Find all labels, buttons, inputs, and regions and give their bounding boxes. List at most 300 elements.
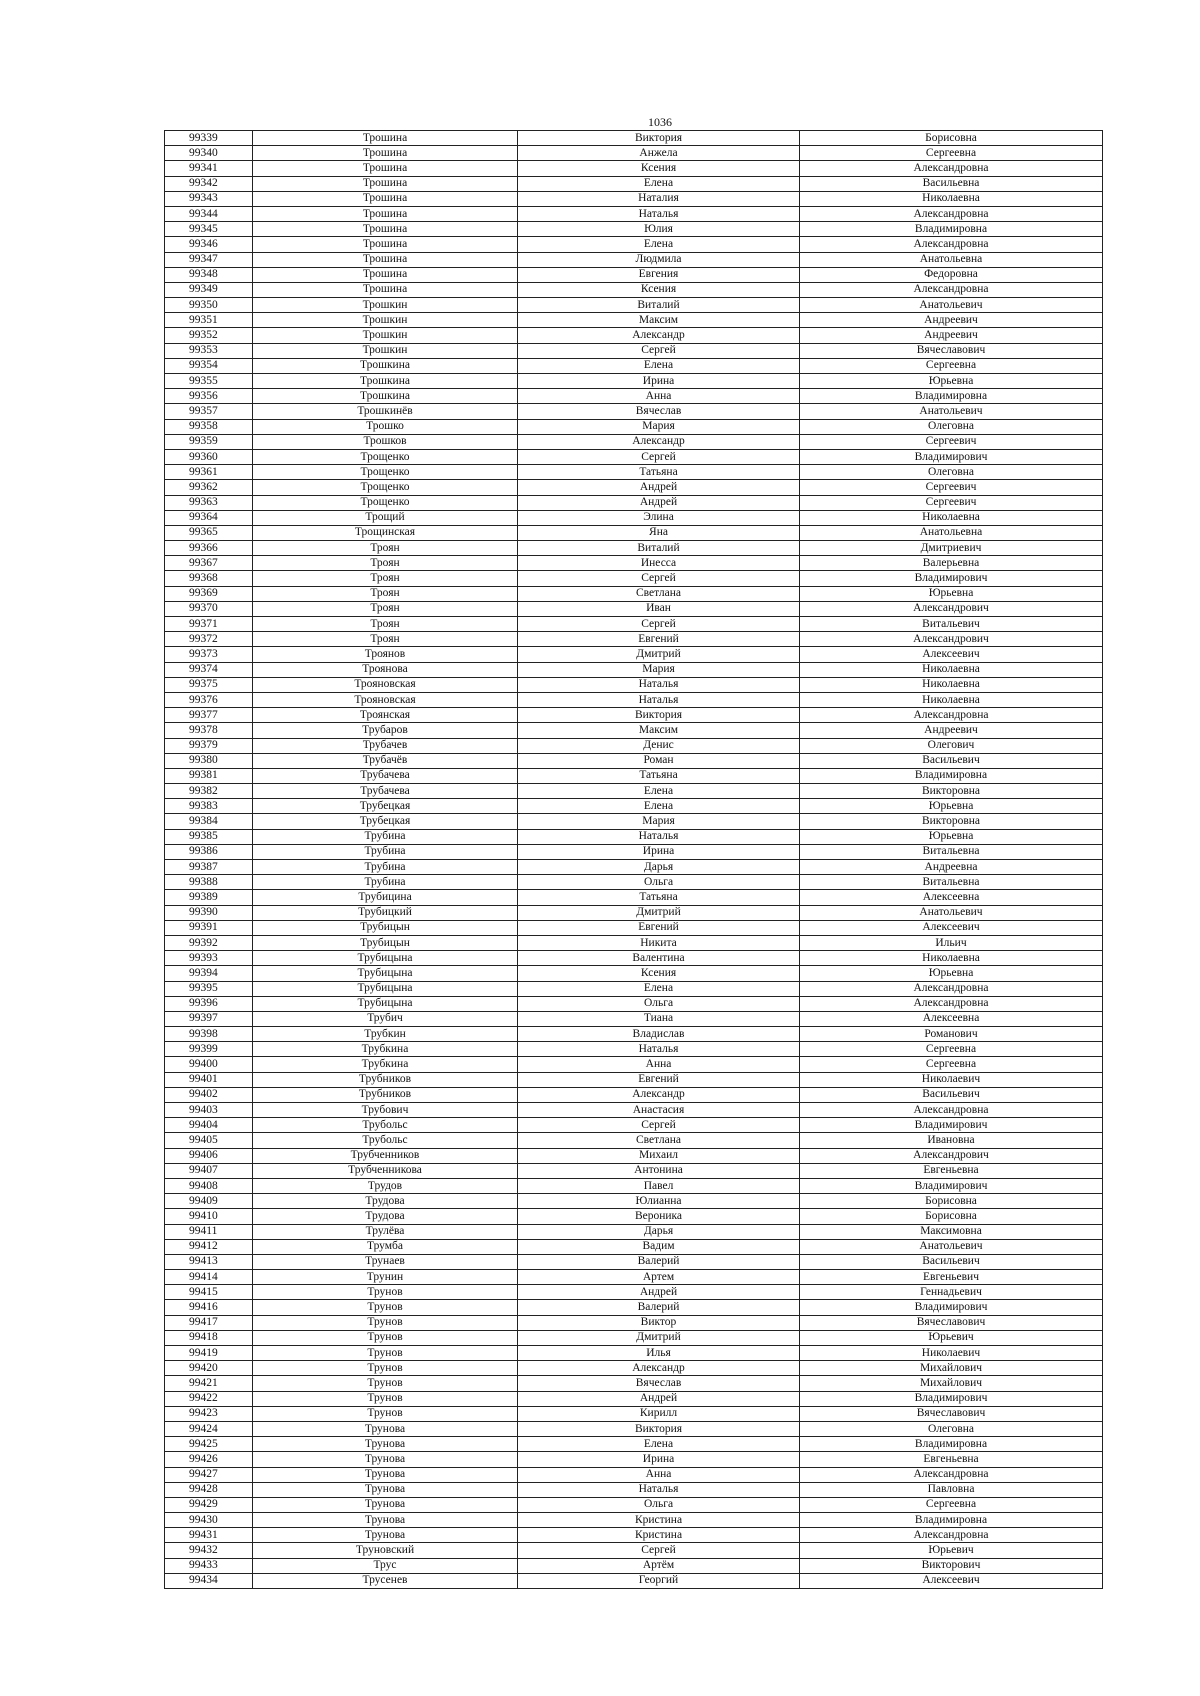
patronymic-cell: Алексеевна xyxy=(800,890,1103,905)
first-name-cell: Виталий xyxy=(518,541,800,556)
first-name-cell: Вячеслав xyxy=(518,404,800,419)
surname-cell: Трубченникова xyxy=(253,1163,518,1178)
patronymic-cell: Максимовна xyxy=(800,1224,1103,1239)
first-name-cell: Дмитрий xyxy=(518,647,800,662)
table-row xyxy=(165,662,1103,677)
patronymic-cell: Николаевна xyxy=(800,510,1103,525)
table-row xyxy=(165,966,1103,981)
record-number-cell: 99421 xyxy=(165,1376,253,1391)
record-number-cell: 99434 xyxy=(165,1573,253,1588)
record-number-cell: 99399 xyxy=(165,1042,253,1057)
table-row xyxy=(165,510,1103,525)
record-number-cell: 99428 xyxy=(165,1482,253,1497)
first-name-cell: Владислав xyxy=(518,1027,800,1042)
first-name-cell: Елена xyxy=(518,176,800,191)
first-name-cell: Виктория xyxy=(518,708,800,723)
table-row xyxy=(165,738,1103,753)
table-row xyxy=(165,419,1103,434)
patronymic-cell: Александровна xyxy=(800,1467,1103,1482)
surname-cell: Трулёва xyxy=(253,1224,518,1239)
surname-cell: Трошина xyxy=(253,282,518,297)
patronymic-cell: Николаевна xyxy=(800,692,1103,707)
first-name-cell: Татьяна xyxy=(518,768,800,783)
table-row xyxy=(165,981,1103,996)
patronymic-cell: Анатольевич xyxy=(800,1239,1103,1254)
record-number-cell: 99361 xyxy=(165,465,253,480)
first-name-cell: Вадим xyxy=(518,1239,800,1254)
record-number-cell: 99388 xyxy=(165,875,253,890)
surname-cell: Трощенко xyxy=(253,465,518,480)
table-row xyxy=(165,951,1103,966)
table-row xyxy=(165,1543,1103,1558)
table-row xyxy=(165,404,1103,419)
record-number-cell: 99423 xyxy=(165,1406,253,1421)
record-number-cell: 99346 xyxy=(165,237,253,252)
patronymic-cell: Романович xyxy=(800,1027,1103,1042)
table-row xyxy=(165,814,1103,829)
table-row xyxy=(165,525,1103,540)
patronymic-cell: Геннадьевич xyxy=(800,1285,1103,1300)
patronymic-cell: Вячеславович xyxy=(800,1406,1103,1421)
patronymic-cell: Викторовна xyxy=(800,814,1103,829)
patronymic-cell: Васильевич xyxy=(800,1087,1103,1102)
table-row xyxy=(165,586,1103,601)
surname-cell: Трубецкая xyxy=(253,814,518,829)
table-row xyxy=(165,1270,1103,1285)
first-name-cell: Дмитрий xyxy=(518,905,800,920)
patronymic-cell: Юрьевна xyxy=(800,799,1103,814)
table-row xyxy=(165,1482,1103,1497)
first-name-cell: Юлия xyxy=(518,222,800,237)
surname-cell: Трубицына xyxy=(253,966,518,981)
patronymic-cell: Борисовна xyxy=(800,131,1103,146)
table-row xyxy=(165,206,1103,221)
surname-cell: Троянская xyxy=(253,708,518,723)
table-row xyxy=(165,374,1103,389)
table-row xyxy=(165,556,1103,571)
table-row xyxy=(165,495,1103,510)
first-name-cell: Татьяна xyxy=(518,465,800,480)
record-number-cell: 99403 xyxy=(165,1103,253,1118)
patronymic-cell: Александрович xyxy=(800,601,1103,616)
patronymic-cell: Витальевна xyxy=(800,875,1103,890)
first-name-cell: Михаил xyxy=(518,1148,800,1163)
surname-cell: Трубина xyxy=(253,844,518,859)
surname-cell: Трубицына xyxy=(253,981,518,996)
patronymic-cell: Евгеньевич xyxy=(800,1270,1103,1285)
table-row xyxy=(165,131,1103,146)
surname-cell: Трошкина xyxy=(253,374,518,389)
patronymic-cell: Сергеевна xyxy=(800,146,1103,161)
record-number-cell: 99363 xyxy=(165,495,253,510)
table-row xyxy=(165,1011,1103,1026)
table-row xyxy=(165,343,1103,358)
table-row xyxy=(165,1057,1103,1072)
first-name-cell: Яна xyxy=(518,525,800,540)
surname-cell: Трошина xyxy=(253,237,518,252)
patronymic-cell: Николаевич xyxy=(800,1346,1103,1361)
surname-cell: Трояновская xyxy=(253,677,518,692)
first-name-cell: Наталья xyxy=(518,206,800,221)
record-number-cell: 99397 xyxy=(165,1011,253,1026)
table-row xyxy=(165,1452,1103,1467)
table-row xyxy=(165,935,1103,950)
surname-cell: Трубачёв xyxy=(253,753,518,768)
surname-cell: Трунин xyxy=(253,1270,518,1285)
table-row xyxy=(165,875,1103,890)
patronymic-cell: Александровна xyxy=(800,708,1103,723)
surname-cell: Трунов xyxy=(253,1376,518,1391)
first-name-cell: Валерий xyxy=(518,1300,800,1315)
name-register-table xyxy=(164,130,1103,1589)
first-name-cell: Елена xyxy=(518,358,800,373)
record-number-cell: 99427 xyxy=(165,1467,253,1482)
patronymic-cell: Юрьевна xyxy=(800,374,1103,389)
surname-cell: Трубаров xyxy=(253,723,518,738)
table-row xyxy=(165,252,1103,267)
patronymic-cell: Ивановна xyxy=(800,1133,1103,1148)
patronymic-cell: Алексеевич xyxy=(800,920,1103,935)
surname-cell: Трошина xyxy=(253,131,518,146)
record-number-cell: 99413 xyxy=(165,1254,253,1269)
table-row xyxy=(165,1239,1103,1254)
patronymic-cell: Евгеньевна xyxy=(800,1452,1103,1467)
first-name-cell: Сергей xyxy=(518,571,800,586)
record-number-cell: 99370 xyxy=(165,601,253,616)
first-name-cell: Илья xyxy=(518,1346,800,1361)
surname-cell: Трудов xyxy=(253,1178,518,1193)
surname-cell: Трубич xyxy=(253,1011,518,1026)
first-name-cell: Виктор xyxy=(518,1315,800,1330)
record-number-cell: 99349 xyxy=(165,282,253,297)
surname-cell: Трубченников xyxy=(253,1148,518,1163)
first-name-cell: Дарья xyxy=(518,1224,800,1239)
table-row xyxy=(165,1573,1103,1588)
surname-cell: Трунов xyxy=(253,1361,518,1376)
surname-cell: Трубольс xyxy=(253,1133,518,1148)
first-name-cell: Элина xyxy=(518,510,800,525)
first-name-cell: Елена xyxy=(518,237,800,252)
table-row xyxy=(165,1042,1103,1057)
table-row xyxy=(165,1285,1103,1300)
patronymic-cell: Васильевич xyxy=(800,753,1103,768)
table-row xyxy=(165,449,1103,464)
surname-cell: Троянова xyxy=(253,662,518,677)
record-number-cell: 99380 xyxy=(165,753,253,768)
first-name-cell: Елена xyxy=(518,784,800,799)
first-name-cell: Мария xyxy=(518,662,800,677)
surname-cell: Трубкина xyxy=(253,1042,518,1057)
table-row xyxy=(165,647,1103,662)
table-row xyxy=(165,1103,1103,1118)
table-row xyxy=(165,358,1103,373)
patronymic-cell: Анатольевна xyxy=(800,252,1103,267)
record-number-cell: 99429 xyxy=(165,1497,253,1512)
surname-cell: Трумба xyxy=(253,1239,518,1254)
table-row xyxy=(165,161,1103,176)
record-number-cell: 99341 xyxy=(165,161,253,176)
record-number-cell: 99381 xyxy=(165,768,253,783)
patronymic-cell: Дмитриевич xyxy=(800,541,1103,556)
table-row xyxy=(165,829,1103,844)
first-name-cell: Кирилл xyxy=(518,1406,800,1421)
record-number-cell: 99340 xyxy=(165,146,253,161)
table-row xyxy=(165,571,1103,586)
record-number-cell: 99396 xyxy=(165,996,253,1011)
record-number-cell: 99419 xyxy=(165,1346,253,1361)
record-number-cell: 99410 xyxy=(165,1209,253,1224)
record-number-cell: 99356 xyxy=(165,389,253,404)
table-row xyxy=(165,1391,1103,1406)
patronymic-cell: Ильич xyxy=(800,935,1103,950)
first-name-cell: Артем xyxy=(518,1270,800,1285)
record-number-cell: 99409 xyxy=(165,1194,253,1209)
patronymic-cell: Олеговна xyxy=(800,1421,1103,1436)
record-number-cell: 99357 xyxy=(165,404,253,419)
patronymic-cell: Александровна xyxy=(800,1528,1103,1543)
table-row xyxy=(165,723,1103,738)
patronymic-cell: Александровна xyxy=(800,161,1103,176)
surname-cell: Трошко xyxy=(253,419,518,434)
first-name-cell: Вероника xyxy=(518,1209,800,1224)
surname-cell: Трус xyxy=(253,1558,518,1573)
record-number-cell: 99404 xyxy=(165,1118,253,1133)
surname-cell: Трубкин xyxy=(253,1027,518,1042)
surname-cell: Трунов xyxy=(253,1285,518,1300)
table-row xyxy=(165,434,1103,449)
table-row xyxy=(165,146,1103,161)
record-number-cell: 99350 xyxy=(165,298,253,313)
patronymic-cell: Александровна xyxy=(800,237,1103,252)
first-name-cell: Артём xyxy=(518,1558,800,1573)
patronymic-cell: Владимирович xyxy=(800,571,1103,586)
table-row xyxy=(165,465,1103,480)
patronymic-cell: Андреевна xyxy=(800,860,1103,875)
patronymic-cell: Владимировна xyxy=(800,389,1103,404)
record-number-cell: 99407 xyxy=(165,1163,253,1178)
first-name-cell: Наталия xyxy=(518,191,800,206)
patronymic-cell: Владимировна xyxy=(800,1513,1103,1528)
patronymic-cell: Владимировна xyxy=(800,768,1103,783)
record-number-cell: 99422 xyxy=(165,1391,253,1406)
record-number-cell: 99385 xyxy=(165,829,253,844)
record-number-cell: 99414 xyxy=(165,1270,253,1285)
patronymic-cell: Михайлович xyxy=(800,1361,1103,1376)
surname-cell: Трунов xyxy=(253,1391,518,1406)
table-row xyxy=(165,920,1103,935)
patronymic-cell: Александровна xyxy=(800,282,1103,297)
first-name-cell: Александр xyxy=(518,328,800,343)
patronymic-cell: Александрович xyxy=(800,1148,1103,1163)
table-row xyxy=(165,768,1103,783)
table-row xyxy=(165,222,1103,237)
first-name-cell: Кристина xyxy=(518,1528,800,1543)
surname-cell: Трубников xyxy=(253,1087,518,1102)
patronymic-cell: Олегович xyxy=(800,738,1103,753)
record-number-cell: 99345 xyxy=(165,222,253,237)
table-row xyxy=(165,1315,1103,1330)
surname-cell: Трошина xyxy=(253,146,518,161)
surname-cell: Трунова xyxy=(253,1452,518,1467)
first-name-cell: Максим xyxy=(518,723,800,738)
record-number-cell: 99352 xyxy=(165,328,253,343)
record-number-cell: 99398 xyxy=(165,1027,253,1042)
table-row xyxy=(165,632,1103,647)
patronymic-cell: Викторовна xyxy=(800,784,1103,799)
first-name-cell: Анна xyxy=(518,389,800,404)
patronymic-cell: Васильевна xyxy=(800,176,1103,191)
first-name-cell: Ольга xyxy=(518,875,800,890)
surname-cell: Трошина xyxy=(253,176,518,191)
first-name-cell: Евгений xyxy=(518,632,800,647)
table-row xyxy=(165,541,1103,556)
patronymic-cell: Андреевич xyxy=(800,723,1103,738)
patronymic-cell: Александровна xyxy=(800,206,1103,221)
first-name-cell: Вячеслав xyxy=(518,1376,800,1391)
surname-cell: Трунова xyxy=(253,1467,518,1482)
record-number-cell: 99395 xyxy=(165,981,253,996)
record-number-cell: 99418 xyxy=(165,1330,253,1345)
patronymic-cell: Владимирович xyxy=(800,1178,1103,1193)
table-row xyxy=(165,237,1103,252)
patronymic-cell: Вячеславович xyxy=(800,343,1103,358)
patronymic-cell: Евгеньевна xyxy=(800,1163,1103,1178)
first-name-cell: Денис xyxy=(518,738,800,753)
record-number-cell: 99358 xyxy=(165,419,253,434)
table-row xyxy=(165,1254,1103,1269)
surname-cell: Трошина xyxy=(253,252,518,267)
patronymic-cell: Андреевич xyxy=(800,313,1103,328)
surname-cell: Троян xyxy=(253,601,518,616)
surname-cell: Труновский xyxy=(253,1543,518,1558)
record-number-cell: 99376 xyxy=(165,692,253,707)
record-number-cell: 99384 xyxy=(165,814,253,829)
first-name-cell: Наталья xyxy=(518,1482,800,1497)
first-name-cell: Евгения xyxy=(518,267,800,282)
table-row xyxy=(165,1346,1103,1361)
patronymic-cell: Анатольевич xyxy=(800,298,1103,313)
surname-cell: Трояновская xyxy=(253,692,518,707)
first-name-cell: Мария xyxy=(518,419,800,434)
table-row xyxy=(165,176,1103,191)
patronymic-cell: Владимировна xyxy=(800,1437,1103,1452)
record-number-cell: 99351 xyxy=(165,313,253,328)
first-name-cell: Мария xyxy=(518,814,800,829)
table-row xyxy=(165,1558,1103,1573)
first-name-cell: Максим xyxy=(518,313,800,328)
first-name-cell: Светлана xyxy=(518,1133,800,1148)
surname-cell: Трошина xyxy=(253,222,518,237)
surname-cell: Трубицына xyxy=(253,951,518,966)
first-name-cell: Дмитрий xyxy=(518,1330,800,1345)
patronymic-cell: Викторович xyxy=(800,1558,1103,1573)
patronymic-cell: Сергеевна xyxy=(800,1497,1103,1512)
patronymic-cell: Сергеевна xyxy=(800,1057,1103,1072)
first-name-cell: Инесса xyxy=(518,556,800,571)
surname-cell: Трубачев xyxy=(253,738,518,753)
table-row xyxy=(165,1194,1103,1209)
surname-cell: Трощенко xyxy=(253,480,518,495)
patronymic-cell: Сергеевич xyxy=(800,480,1103,495)
patronymic-cell: Борисовна xyxy=(800,1194,1103,1209)
first-name-cell: Сергей xyxy=(518,1118,800,1133)
patronymic-cell: Александрович xyxy=(800,632,1103,647)
surname-cell: Трошкин xyxy=(253,343,518,358)
record-number-cell: 99416 xyxy=(165,1300,253,1315)
patronymic-cell: Сергеевна xyxy=(800,1042,1103,1057)
surname-cell: Троян xyxy=(253,586,518,601)
record-number-cell: 99375 xyxy=(165,677,253,692)
record-number-cell: 99433 xyxy=(165,1558,253,1573)
first-name-cell: Дарья xyxy=(518,860,800,875)
record-number-cell: 99417 xyxy=(165,1315,253,1330)
patronymic-cell: Павловна xyxy=(800,1482,1103,1497)
record-number-cell: 99400 xyxy=(165,1057,253,1072)
first-name-cell: Павел xyxy=(518,1178,800,1193)
record-number-cell: 99360 xyxy=(165,449,253,464)
patronymic-cell: Васильевич xyxy=(800,1254,1103,1269)
patronymic-cell: Александровна xyxy=(800,1103,1103,1118)
first-name-cell: Наталья xyxy=(518,1042,800,1057)
record-number-cell: 99339 xyxy=(165,131,253,146)
record-number-cell: 99367 xyxy=(165,556,253,571)
record-number-cell: 99374 xyxy=(165,662,253,677)
table-row xyxy=(165,601,1103,616)
table-row xyxy=(165,1209,1103,1224)
first-name-cell: Ирина xyxy=(518,844,800,859)
table-row xyxy=(165,890,1103,905)
record-number-cell: 99393 xyxy=(165,951,253,966)
table-row xyxy=(165,1513,1103,1528)
record-number-cell: 99364 xyxy=(165,510,253,525)
surname-cell: Трошина xyxy=(253,267,518,282)
patronymic-cell: Николаевна xyxy=(800,191,1103,206)
surname-cell: Трошина xyxy=(253,191,518,206)
surname-cell: Трошкина xyxy=(253,358,518,373)
table-row xyxy=(165,282,1103,297)
patronymic-cell: Юрьевич xyxy=(800,1543,1103,1558)
first-name-cell: Анна xyxy=(518,1057,800,1072)
patronymic-cell: Витальевич xyxy=(800,617,1103,632)
table-row xyxy=(165,1072,1103,1087)
record-number-cell: 99365 xyxy=(165,525,253,540)
surname-cell: Трудова xyxy=(253,1194,518,1209)
first-name-cell: Виталий xyxy=(518,298,800,313)
first-name-cell: Евгений xyxy=(518,1072,800,1087)
patronymic-cell: Михайлович xyxy=(800,1376,1103,1391)
first-name-cell: Наталья xyxy=(518,692,800,707)
surname-cell: Трунова xyxy=(253,1437,518,1452)
surname-cell: Трубицын xyxy=(253,920,518,935)
surname-cell: Трошкина xyxy=(253,389,518,404)
record-number-cell: 99424 xyxy=(165,1421,253,1436)
table-row xyxy=(165,784,1103,799)
record-number-cell: 99354 xyxy=(165,358,253,373)
patronymic-cell: Юрьевна xyxy=(800,829,1103,844)
table-row xyxy=(165,1087,1103,1102)
first-name-cell: Сергей xyxy=(518,617,800,632)
surname-cell: Трошкинёв xyxy=(253,404,518,419)
surname-cell: Трунов xyxy=(253,1406,518,1421)
first-name-cell: Валентина xyxy=(518,951,800,966)
table-row xyxy=(165,996,1103,1011)
surname-cell: Троян xyxy=(253,617,518,632)
patronymic-cell: Олеговна xyxy=(800,465,1103,480)
record-number-cell: 99369 xyxy=(165,586,253,601)
record-number-cell: 99372 xyxy=(165,632,253,647)
record-number-cell: 99343 xyxy=(165,191,253,206)
record-number-cell: 99425 xyxy=(165,1437,253,1452)
